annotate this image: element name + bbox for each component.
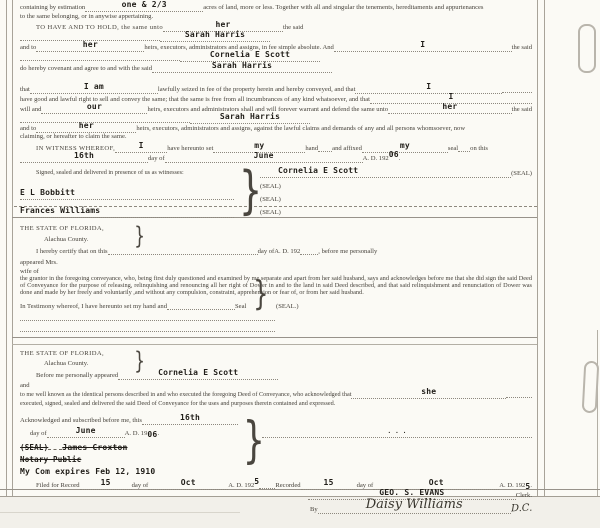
pronoun-entry: she xyxy=(351,380,506,399)
period-text: . xyxy=(398,155,401,162)
witnesses-label: Signed, sealed and delivered in presence of us as witnesses: xyxy=(36,169,184,176)
claims-entry: her xyxy=(36,114,136,133)
will-and-text: will and xyxy=(20,106,42,113)
signature-block xyxy=(20,161,532,221)
witness-1-signature: E L Bobbitt xyxy=(20,181,234,200)
state-of-florida-text: THE STATE OF FLORIDA, xyxy=(20,225,105,232)
testimony-text: In Testimony whereof, I have hereunto set my hand and xyxy=(20,303,168,311)
witness-column xyxy=(20,165,234,218)
seal-label: (SEAL) xyxy=(260,209,281,216)
belonging-text: to the same belonging, or in anywise appertaining. xyxy=(20,13,154,20)
struck-notary-public-label: Notary Public xyxy=(20,455,82,464)
filed-month-entry: Oct xyxy=(148,471,228,490)
commission-expiry-note: My Com expires Feb 12, 1910 xyxy=(20,467,156,476)
acreage-entry: one & 2/3 xyxy=(85,0,203,12)
well-known-text: to me well known as the identical persons described in and who executed the foregoing Deed of Conveyance, who acknowledged that xyxy=(20,391,352,399)
wife-of-text: wife of xyxy=(20,268,39,275)
struck-seal-label: (SEAL) xyxy=(20,443,49,452)
covenant-grantee-entry: Sarah Harris xyxy=(152,54,332,73)
dower-release-section xyxy=(20,223,532,333)
dotted-line xyxy=(458,149,470,152)
the-said-text: the said xyxy=(511,44,532,51)
lawful-right-entry: I xyxy=(370,85,532,104)
county-text: Alachua County. xyxy=(44,360,89,367)
ad-year-text: A. D. 192 xyxy=(228,482,255,489)
ack-day-entry: 16th xyxy=(142,406,238,425)
grantor-signature: Cornelia E Scott xyxy=(260,159,511,178)
punch-hole-bottom xyxy=(582,361,600,414)
unto-entry: her xyxy=(388,95,512,114)
seized-entry: I am xyxy=(30,75,158,94)
left-margin-rule-inner xyxy=(12,0,13,500)
deputy-signature-line xyxy=(318,495,511,514)
heirs-entry: our xyxy=(41,95,147,114)
recorded-day-entry: 15 xyxy=(301,471,357,490)
state-county-brace: } xyxy=(134,222,145,250)
dotted-line xyxy=(167,307,235,310)
claiming-text: claiming, or hereafter to claim the same. xyxy=(20,133,127,140)
filed-for-record-text: Filed for Record xyxy=(36,482,80,489)
lawful-right-text: have good and lawful right to sell and convey the same; that the same is free from all incumbrances of any kind whatsoever, and that xyxy=(20,96,371,103)
execution-month-entry: June xyxy=(165,144,363,163)
affixed-text: and affixed xyxy=(332,145,362,152)
warrant-text: heirs, executors and administrators shall and will forever warrant and defend the same unto xyxy=(147,106,389,113)
day-of-text: day of xyxy=(356,482,374,489)
right-margin-rule-outer xyxy=(544,0,545,528)
grantor-name-entry: Cornelia E Scott xyxy=(180,43,320,62)
state-of-florida-text: THE STATE OF FLORIDA, xyxy=(20,350,105,357)
the-said-text: the said xyxy=(283,24,304,31)
seal-word-text: Seal xyxy=(235,303,247,311)
seal-column xyxy=(260,165,532,218)
dotted-line xyxy=(259,486,275,489)
clerk-name-entry: GEO. S. EVANS xyxy=(308,481,516,500)
ad-year-text: A. D. 19 xyxy=(124,430,148,437)
state-county-brace: } xyxy=(134,347,145,375)
certify-text: I hereby certify that on this xyxy=(36,248,108,255)
and-to-text: and to xyxy=(20,125,37,132)
witness-2-signature: Frances Williams xyxy=(20,199,234,218)
notary-column xyxy=(20,413,238,475)
ad-year-text: A. D. 192 xyxy=(274,248,301,255)
by-label: By xyxy=(310,506,318,513)
clerk-label: Clerk. xyxy=(515,492,532,499)
dotted-line xyxy=(506,395,532,398)
covenant-text: do hereby covenant and agree to and with the said xyxy=(20,65,153,72)
seal-label: (SEAL) xyxy=(511,170,532,177)
on-this-text: on this xyxy=(470,145,488,152)
heirs-text: heirs, executors, administrators and assigns, in fee simple absolute. And xyxy=(144,44,334,51)
appurtenances-text: acres of land, more or less. Together with all and singular the tenements, hereditaments and appurtenances xyxy=(203,4,484,11)
seal-label: (SEAL) xyxy=(260,183,281,190)
habendum-text: TO HAVE AND TO HOLD, the same unto xyxy=(36,24,164,31)
deputy-clerk-dc: D.C. xyxy=(510,502,533,515)
execution-year-entry: 06 xyxy=(388,150,399,159)
appeared-mrs-text: appeared Mrs. xyxy=(20,259,58,266)
ack-section-top-rule xyxy=(12,344,537,345)
ack-month-entry: June xyxy=(47,419,125,438)
dotted-line-with-dots: . . . xyxy=(262,419,532,438)
and-text: and xyxy=(20,382,30,389)
ad-year-text: A. D. 192 xyxy=(362,155,389,162)
acknowledged-text: Acknowledged and subscribed before me, this xyxy=(20,417,142,424)
acknowledger-name-entry: Cornelia E Scott xyxy=(118,361,278,380)
witness-entry-3: my xyxy=(362,134,448,153)
brace-glyph: } xyxy=(238,161,263,221)
claims-text: heirs, executors, administrators and assigns, against the lawful claims and demands of any and all persons whomsoever, now xyxy=(136,125,466,132)
in-witness-whereof-text: IN WITNESS WHEREOF, xyxy=(36,145,116,152)
habendum-entry-2: her xyxy=(36,33,144,52)
notary-seal-label: (SEAL.) xyxy=(276,303,299,311)
witness-entry-2: my xyxy=(213,134,305,153)
filed-year-entry: 5 xyxy=(254,477,260,486)
filed-day-entry: 15 xyxy=(80,471,132,490)
grantee-name-entry: Sarah Harris xyxy=(160,23,270,42)
hereunto-text: have hereunto set xyxy=(167,145,214,152)
ad-year-text: A. D. 192 xyxy=(499,482,526,489)
notary-name-signature: James Croxton xyxy=(62,443,128,452)
before-me-text: , before me personally xyxy=(318,248,378,255)
ack-year-entry: 06 xyxy=(147,430,158,439)
blank-year-entry xyxy=(300,252,318,255)
defend-name-entry: Sarah Harris xyxy=(190,105,310,124)
before-appeared-text: Before me personally appeared xyxy=(36,372,119,379)
day-of-text: day of xyxy=(257,248,275,255)
dower-body-paragraph: the grantor in the foregoing conveyance, who, being first duly questioned and examined by me separate and apart from her said husband, says and acknowledges before me that she did sign the said Deed of Conveyance for the purpose of releasing, relinquishing and renouncing all her right of Dower in and to the land in said Deed described, and that said relinquishment and renunciation of Dower was done and made by her freely and voluntarily ,and without any compulsion, constraint, apprehension or fear of, or from her said husband. xyxy=(20,275,532,296)
that-text: that xyxy=(20,86,30,93)
day-of-text: day of xyxy=(131,482,149,489)
period-text: . xyxy=(157,430,160,437)
witness-brace xyxy=(234,161,263,221)
dower-section-bottom-rule xyxy=(12,337,537,338)
period-text: . xyxy=(530,482,532,489)
witness-entry-1: I xyxy=(115,134,167,153)
notary-right-column xyxy=(262,413,532,475)
brace-glyph: } xyxy=(242,411,266,469)
habendum-entry-3: I xyxy=(334,33,512,52)
blank-notary-signature-line xyxy=(20,318,275,321)
seal-text: seal xyxy=(447,145,459,152)
recorded-text: Recorded xyxy=(275,482,301,489)
seized-text: lawfully seized in fee of the property herein and hereby conveyed, and that xyxy=(157,86,356,93)
acknowledgment-section xyxy=(20,348,532,514)
seal-label: (SEAL) xyxy=(260,196,281,203)
recorded-year-entry: 5 xyxy=(525,482,531,491)
executed-text: executed, signed, sealed and delivered the said Deed of Conveyance for the uses and purposes therein contained and expressed. xyxy=(20,400,336,408)
and-to-text: and to xyxy=(20,44,37,51)
punch-hole-top xyxy=(578,24,596,73)
left-margin-rule-outer xyxy=(6,0,7,500)
blank-notary-title-line xyxy=(20,329,275,332)
habendum-entry-1: her xyxy=(163,13,283,32)
notary-block xyxy=(20,413,532,475)
notary-brace xyxy=(238,411,266,475)
day-of-text: day of xyxy=(30,430,47,437)
dash-line xyxy=(48,446,62,450)
recorded-month-entry: Oct xyxy=(373,471,499,490)
testimony-brace: } xyxy=(253,274,269,315)
county-text: Alachua County. xyxy=(44,236,89,243)
deputy-clerk-signature: Daisy Williams xyxy=(365,497,463,512)
right-margin-rule-inner xyxy=(537,0,538,528)
seized-entry-2: I xyxy=(355,75,502,94)
execution-day-entry: 16th xyxy=(20,144,148,163)
day-of-text: day of xyxy=(148,155,165,162)
hand-text: hand xyxy=(305,145,319,152)
estimation-text: containing by estimation xyxy=(20,4,86,11)
blank-day-entry xyxy=(108,252,258,255)
the-said-text: the said xyxy=(511,106,532,113)
granting-clause-section xyxy=(20,0,532,221)
